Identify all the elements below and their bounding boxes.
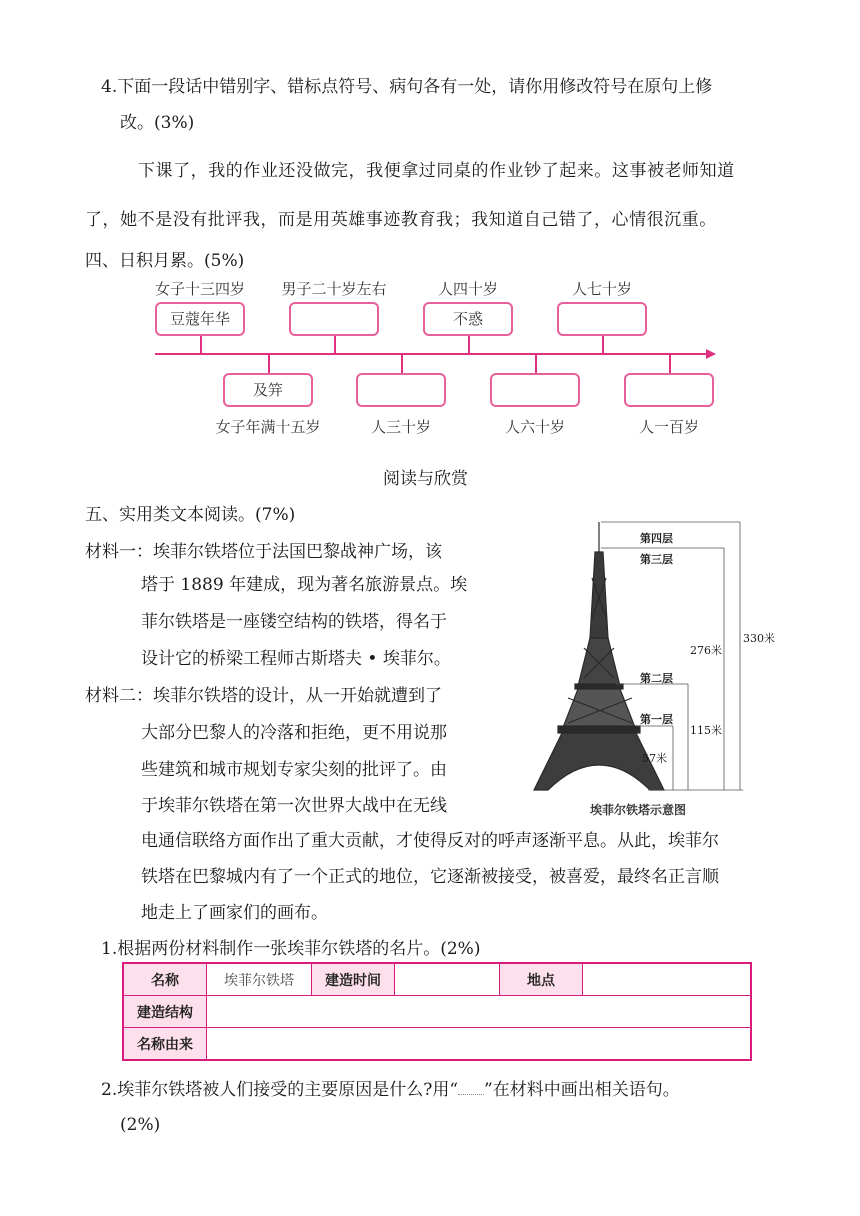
dimension-label: 57米 [642, 752, 667, 765]
q2-line [101, 1075, 680, 1100]
header-place: 地点 [500, 963, 583, 996]
q4-title-cont: 改。(3%) [120, 113, 195, 133]
timeline-tick [535, 354, 537, 373]
wavy-underline-sample [458, 1080, 484, 1095]
q4-paragraph-line-2: 了，她不是没有批评我，而是用英雄事迹教育我；我知道自己错了，心情很沉重。 [85, 210, 717, 230]
dimension-label: 276米 [690, 644, 722, 657]
answer-box-bottom-2[interactable] [356, 373, 446, 407]
timeline-bottom-label: 人一百岁 [638, 418, 700, 436]
section5-title: 五、实用类文本阅读。(7%) [85, 505, 296, 525]
material2-line: 地走上了画家们的画布。 [141, 903, 328, 923]
timeline-bottom-label: 女子年满十五岁 [215, 418, 321, 436]
q4-title: 4.下面一段话中错别字、错标点符号、病句各有一处，请你用修改符号在原句上修 [101, 77, 713, 97]
material2-line: 大部分巴黎人的冷落和拒绝，更不用说那 [141, 723, 447, 743]
timeline-tick [200, 336, 202, 354]
answer-box-top-1: 豆蔻年华 [155, 302, 245, 336]
timeline-axis [155, 353, 710, 355]
eiffel-name-card-table [122, 962, 752, 1061]
input-build-time[interactable] [395, 963, 500, 996]
q4-paragraph-line-1: 下课了，我的作业还没做完，我便拿过同桌的作业钞了起来。这事被老师知道 [138, 161, 735, 181]
material2-line: 于埃菲尔铁塔在第一次世界大战中在无线 [141, 796, 447, 816]
material2-line: 铁塔在巴黎城内有了一个正式的地位，它逐渐被接受，被喜爱，最终名正言顺 [141, 867, 719, 887]
answer-box-top-4[interactable] [557, 302, 647, 336]
answer-box-top-2[interactable] [289, 302, 379, 336]
material1-line: 设计它的桥梁工程师古斯塔夫 • 埃菲尔。 [141, 649, 451, 669]
level-label: 第一层 [640, 713, 673, 726]
timeline-top-label: 人四十岁 [437, 280, 499, 298]
timeline-top-label: 男子二十岁左右 [281, 280, 387, 298]
material2-line: 电通信联络方面作出了重大贡献，才使得反对的呼声逐渐平息。从此，埃菲尔 [141, 831, 719, 851]
timeline-top-label: 人七十岁 [571, 280, 633, 298]
timeline-tick [669, 354, 671, 373]
arrow-head-icon [706, 349, 716, 359]
material1-line: 材料一：埃菲尔铁塔位于法国巴黎战神广场，该 [85, 542, 442, 562]
answer-box-bottom-4[interactable] [624, 373, 714, 407]
section4-title: 四、日积月累。(5%) [85, 251, 245, 271]
dimension-label: 115米 [690, 724, 722, 737]
q1-title: 1.根据两份材料制作一张埃菲尔铁塔的名片。(2%) [101, 939, 481, 959]
input-name-origin[interactable] [207, 1028, 752, 1061]
timeline-tick [334, 336, 336, 354]
material2-line: 材料二：埃菲尔铁塔的设计，从一开始就遭到了 [85, 686, 442, 706]
timeline-tick [268, 354, 270, 373]
q2-text-b: ”在材料中画出相关语句。 [484, 1080, 680, 1100]
header-structure: 建造结构 [123, 996, 207, 1028]
level-label: 第三层 [640, 553, 673, 566]
header-build-time: 建造时间 [312, 963, 395, 996]
dimension-label: 330米 [743, 632, 775, 645]
reading-heading: 阅读与欣赏 [383, 469, 468, 489]
level-label: 第二层 [640, 672, 673, 685]
header-name: 名称 [123, 963, 207, 996]
value-name: 埃菲尔铁塔 [207, 963, 312, 996]
timeline-top-label: 女子十三四岁 [154, 280, 246, 298]
q2-points: (2%) [120, 1115, 161, 1135]
figure-caption: 埃菲尔铁塔示意图 [590, 803, 687, 817]
timeline-tick [468, 336, 470, 354]
material2-line: 些建筑和城市规划专家尖刻的批评了。由 [141, 760, 447, 780]
answer-box-top-3: 不惑 [423, 302, 513, 336]
input-structure[interactable] [207, 996, 752, 1028]
material1-line: 菲尔铁塔是一座镂空结构的铁塔，得名于 [141, 612, 447, 632]
timeline-tick [602, 336, 604, 354]
timeline-bottom-label: 人三十岁 [370, 418, 432, 436]
level-label: 第四层 [640, 532, 673, 545]
eiffel-tower-figure [528, 518, 778, 823]
q2-text-a: 2.埃菲尔铁塔被人们接受的主要原因是什么?用“ [101, 1080, 459, 1100]
answer-box-bottom-3[interactable] [490, 373, 580, 407]
material1-line: 塔于 1889 年建成，现为著名旅游景点。埃 [141, 575, 468, 595]
header-name-origin: 名称由来 [123, 1028, 207, 1061]
input-place[interactable] [583, 963, 752, 996]
answer-box-bottom-1: 及笄 [223, 373, 313, 407]
timeline-bottom-label: 人六十岁 [504, 418, 566, 436]
timeline-tick [401, 354, 403, 373]
